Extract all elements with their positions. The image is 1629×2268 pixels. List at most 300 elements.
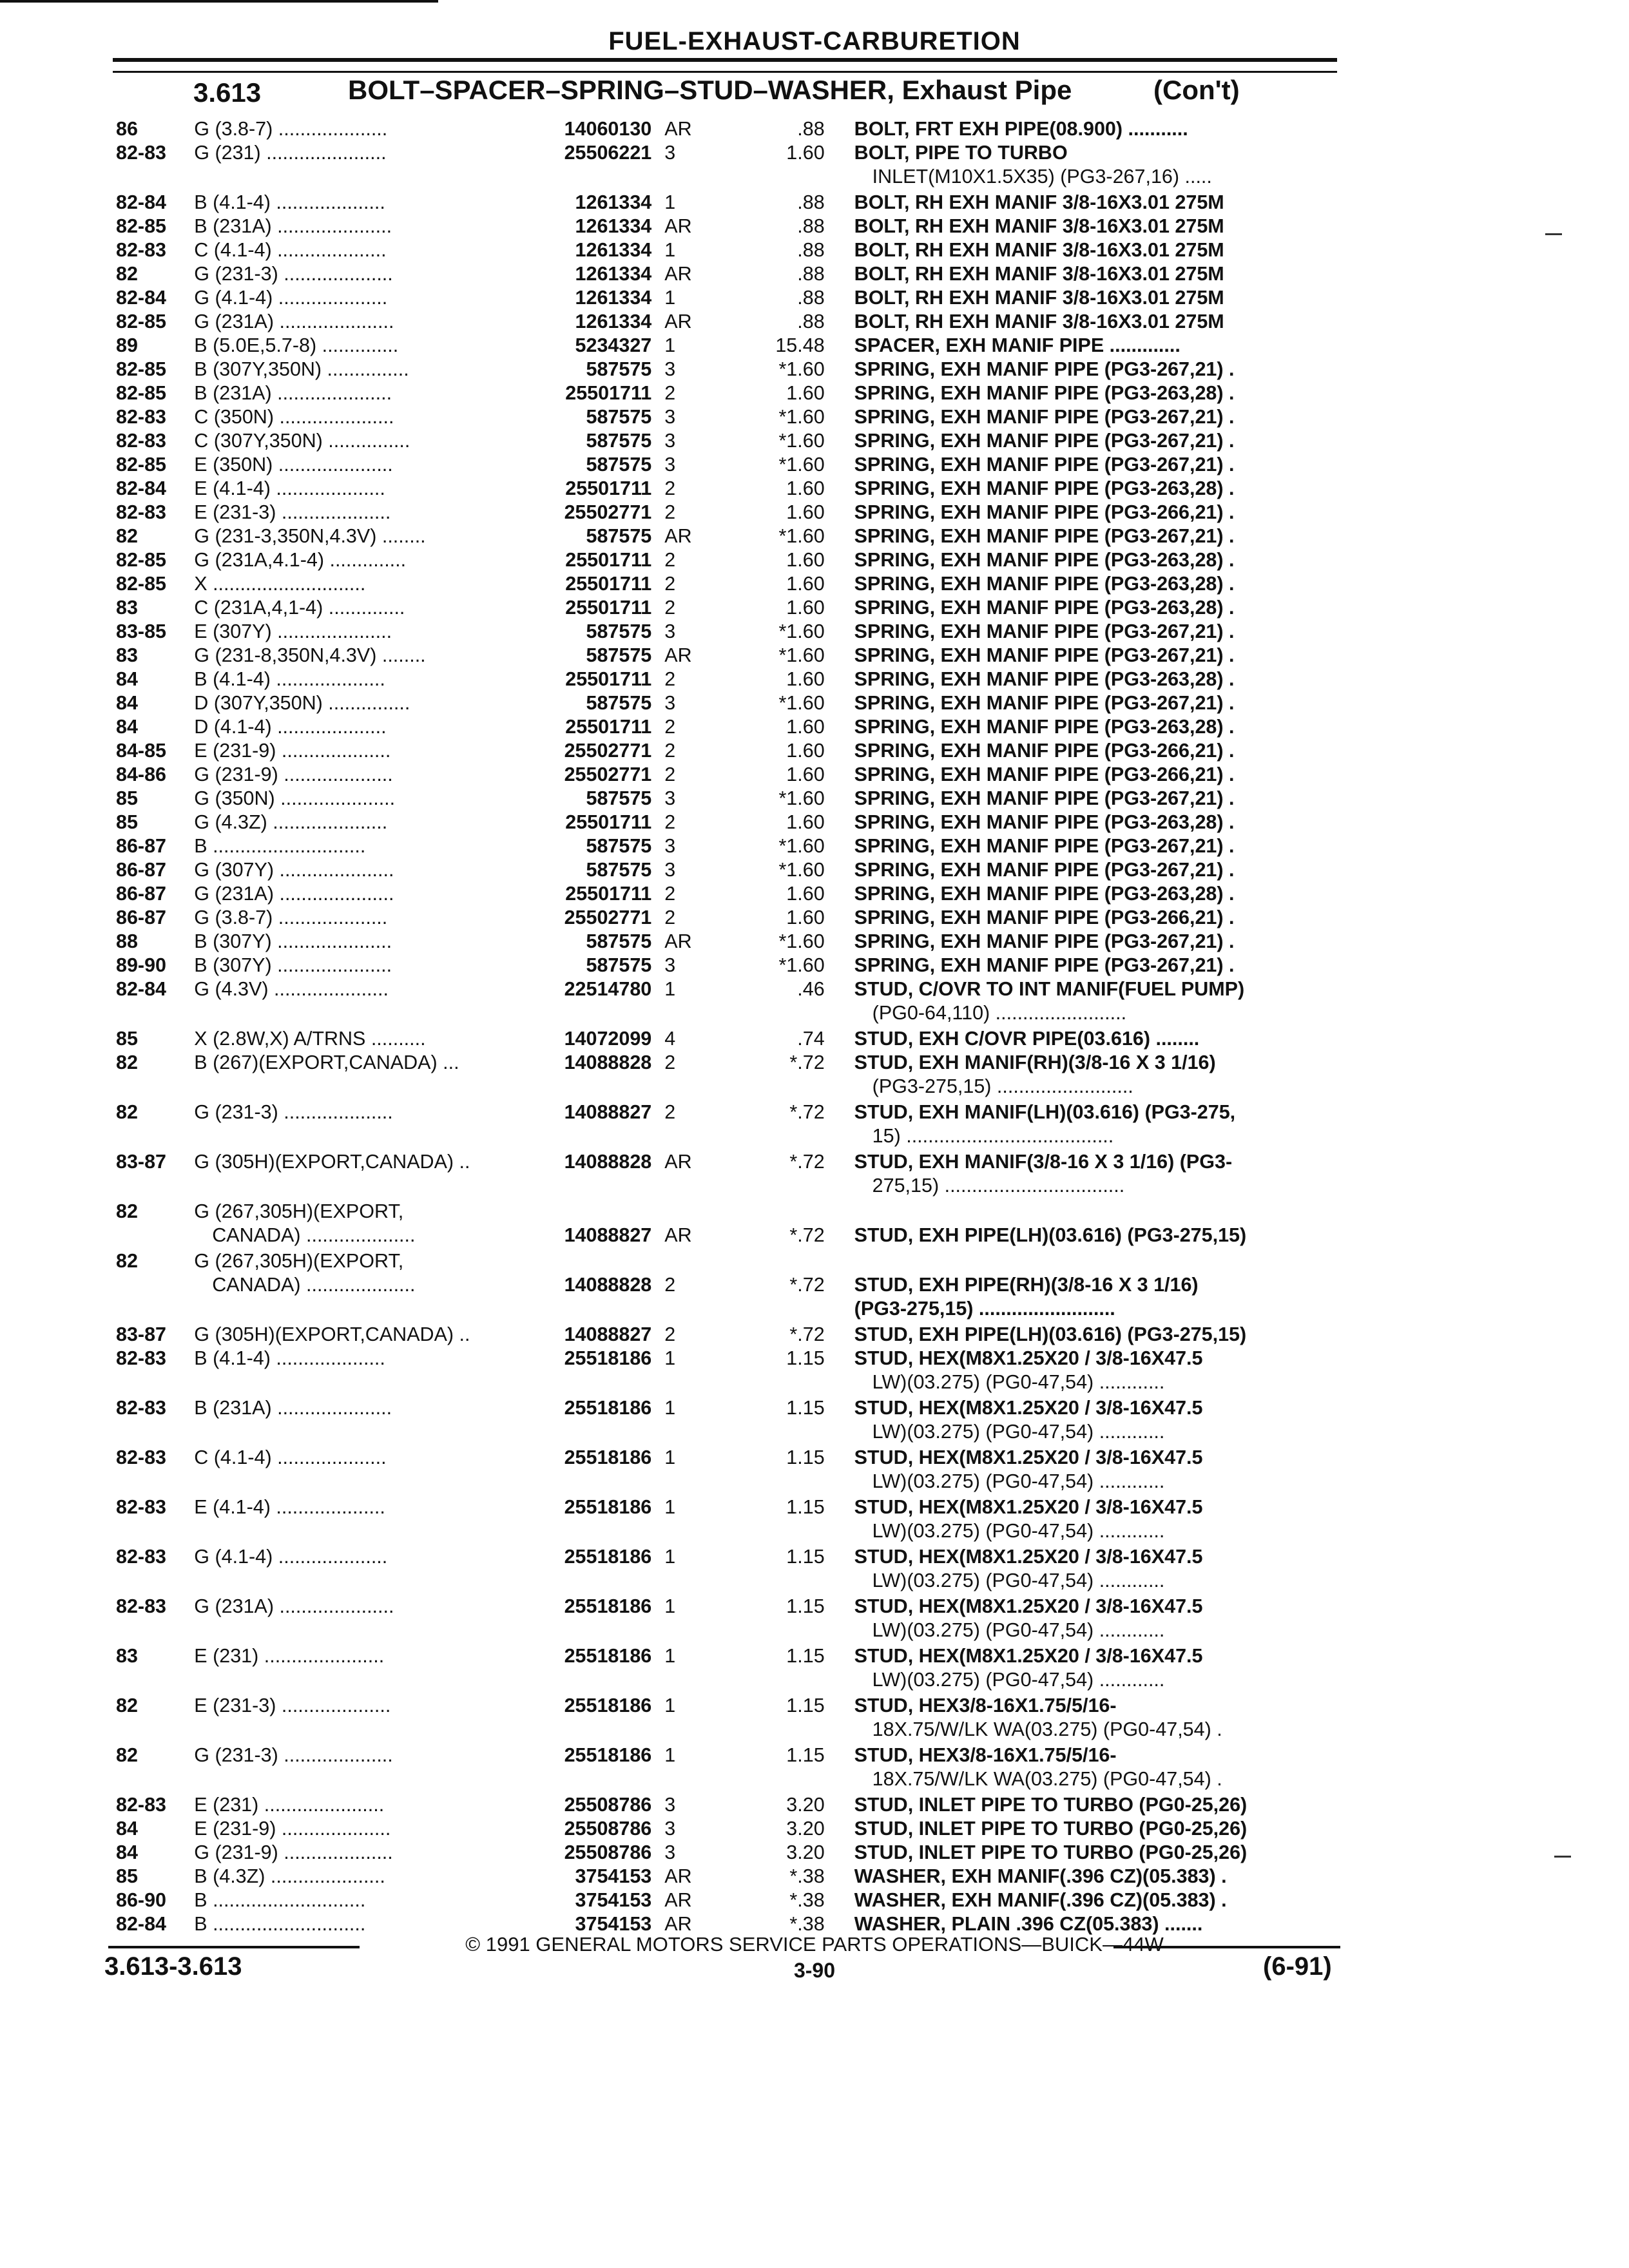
row-year: 83 (116, 1645, 138, 1667)
description-line: STUD, HEX(M8X1.25X20 / 3/8-16X47.5 (854, 1446, 1203, 1468)
model-line: G (350N) ..................... (194, 787, 396, 809)
description-line: SPRING, EXH MANIF PIPE (PG3-263,28) . (854, 477, 1235, 499)
row-part-number: 25502771 (564, 907, 652, 928)
row-price: 1.60 (786, 740, 825, 762)
row-quantity: AR (664, 1865, 692, 1887)
row-price: *.72 (789, 1274, 825, 1296)
row-part-number: 1261334 (575, 263, 652, 285)
row-year: 84 (116, 1818, 138, 1840)
row-part-number: 587575 (586, 358, 652, 380)
model-line: B (4.1-4) .................... (194, 191, 385, 213)
row-model (194, 1446, 525, 1470)
row-quantity: AR (664, 1913, 692, 1935)
model-line: B (231A) ..................... (194, 382, 392, 404)
row-quantity: 2 (664, 573, 676, 595)
row-model (194, 1865, 525, 1888)
description-line: SPRING, EXH MANIF PIPE (PG3-267,21) . (854, 406, 1235, 428)
row-price: 1.60 (786, 142, 825, 164)
table-row (116, 882, 1360, 906)
model-line: E (4.1-4) .................... (194, 1496, 385, 1518)
row-price: *1.60 (778, 454, 825, 476)
row-part-number: 25508786 (564, 1794, 652, 1816)
description-line: SPRING, EXH MANIF PIPE (PG3-266,21) . (854, 740, 1235, 762)
row-part-number: 587575 (586, 644, 652, 666)
model-line: G (4.3Z) ..................... (194, 811, 388, 833)
table-row (116, 644, 1360, 668)
row-part-number: 14088828 (564, 1052, 652, 1073)
row-price: 1.60 (786, 907, 825, 928)
row-model (194, 787, 525, 811)
row-year: 86-87 (116, 883, 167, 905)
table-row (116, 548, 1360, 572)
model-line: C (307Y,350N) ............... (194, 430, 410, 452)
table-row (116, 501, 1360, 524)
row-quantity: 3 (664, 835, 676, 857)
row-price: .88 (797, 239, 825, 261)
model-line: E (231) ...................... (194, 1645, 385, 1667)
description-line: SPRING, EXH MANIF PIPE (PG3-267,21) . (854, 430, 1235, 452)
description-line: BOLT, RH EXH MANIF 3/8-16X3.01 275M (854, 215, 1224, 237)
row-quantity: 2 (664, 740, 676, 762)
model-line: G (3.8-7) .................... (194, 118, 388, 140)
description-line: LW)(03.275) (PG0-47,54) ............ (872, 1520, 1165, 1542)
row-part-number: 587575 (586, 692, 652, 714)
description-line: STUD, HEX(M8X1.25X20 / 3/8-16X47.5 (854, 1397, 1203, 1419)
description-line: SPRING, EXH MANIF PIPE (PG3-267,21) . (854, 620, 1235, 642)
model-line: B ............................ (194, 1913, 366, 1935)
row-description (825, 262, 1360, 286)
row-year: 89 (116, 334, 138, 356)
row-year: 82-83 (116, 1595, 167, 1617)
row-price: *1.60 (778, 787, 825, 809)
row-model (194, 1027, 525, 1051)
table-row (116, 1446, 1360, 1494)
description-line: LW)(03.275) (PG0-47,54) ............ (872, 1371, 1165, 1393)
row-price: *1.60 (778, 358, 825, 380)
page-heading: FUEL-EXHAUST-CARBURETION (608, 27, 1021, 55)
row-price: 15.48 (775, 334, 825, 356)
row-description (825, 763, 1360, 787)
row-description (825, 1545, 1360, 1593)
model-line: B (4.1-4) .................... (194, 1347, 385, 1369)
row-year: 82 (116, 525, 138, 547)
row-description (825, 1249, 1360, 1321)
row-year: 82-83 (116, 1794, 167, 1816)
table-row (116, 1694, 1360, 1742)
row-description (825, 1446, 1360, 1494)
table-row (116, 1545, 1360, 1593)
row-part-number: 25518186 (564, 1695, 652, 1716)
row-model (194, 310, 525, 334)
row-part-number: 1261334 (575, 311, 652, 332)
table-row (116, 429, 1360, 453)
row-quantity: 2 (664, 1274, 676, 1296)
model-line: E (231-3) .................... (194, 501, 391, 523)
table-row (116, 358, 1360, 381)
row-price: *1.60 (778, 954, 825, 976)
description-line: SPRING, EXH MANIF PIPE (PG3-267,21) . (854, 835, 1235, 857)
row-description (825, 882, 1360, 906)
table-row (116, 1200, 1360, 1247)
row-description (825, 572, 1360, 596)
row-quantity: AR (664, 644, 692, 666)
table-row (116, 1027, 1360, 1051)
row-model (194, 262, 525, 286)
row-year: 82-83 (116, 406, 167, 428)
model-line: G (267,305H)(EXPORT, (194, 1250, 404, 1272)
row-description (825, 477, 1360, 501)
row-quantity: 2 (664, 811, 676, 833)
row-description (825, 977, 1360, 1025)
row-year: 89-90 (116, 954, 167, 976)
row-year: 83-87 (116, 1151, 167, 1173)
row-part-number: 25501711 (565, 811, 652, 833)
description-line: STUD, EXH PIPE(RH)(3/8-16 X 3 1/16) (854, 1274, 1199, 1296)
row-part-number: 25501711 (565, 668, 652, 690)
row-model (194, 501, 525, 524)
row-price: *1.60 (778, 835, 825, 857)
row-part-number: 5234327 (575, 334, 652, 356)
model-line: CANADA) .................... (212, 1274, 416, 1296)
model-line: X (2.8W,X) A/TRNS .......... (194, 1028, 426, 1050)
row-model (194, 548, 525, 572)
description-line: STUD, HEX(M8X1.25X20 / 3/8-16X47.5 (854, 1347, 1203, 1369)
description-line: 18X.75/W/LK WA(03.275) (PG0-47,54) . (872, 1718, 1222, 1740)
row-description (825, 1694, 1360, 1742)
model-line: G (231-3) .................... (194, 1744, 393, 1766)
table-row (116, 1744, 1360, 1791)
row-part-number: 1261334 (575, 191, 652, 213)
row-year: 82 (116, 1744, 138, 1766)
row-year: 82-84 (116, 1913, 167, 1935)
description-line: SPRING, EXH MANIF PIPE (PG3-267,21) . (854, 930, 1235, 952)
model-line: D (4.1-4) .................... (194, 716, 387, 738)
row-price: 1.60 (786, 501, 825, 523)
row-year: 82-83 (116, 1496, 167, 1518)
row-year: 86-90 (116, 1889, 167, 1911)
model-line: G (307Y) ..................... (194, 859, 394, 881)
table-row (116, 1249, 1360, 1321)
table-row (116, 1817, 1360, 1841)
row-year: 82-83 (116, 1446, 167, 1468)
row-quantity: 3 (664, 358, 676, 380)
row-part-number: 25502771 (564, 740, 652, 762)
model-line: G (231-3,350N,4.3V) ........ (194, 525, 426, 547)
table-row (116, 834, 1360, 858)
table-row (116, 334, 1360, 358)
row-description (825, 1865, 1360, 1888)
description-line: STUD, C/OVR TO INT MANIF(FUEL PUMP) (854, 978, 1245, 1000)
row-quantity: 2 (664, 382, 676, 404)
model-line: E (231) ...................... (194, 1794, 385, 1816)
description-line: SPRING, EXH MANIF PIPE (PG3-263,28) . (854, 716, 1235, 738)
row-quantity: 1 (664, 1645, 676, 1667)
row-model (194, 524, 525, 548)
table-row (116, 691, 1360, 715)
row-model (194, 1323, 525, 1347)
description-line: (PG3-275,15) ......................... (854, 1298, 1115, 1320)
row-part-number: 25518186 (564, 1744, 652, 1766)
description-line: SPRING, EXH MANIF PIPE (PG3-263,28) . (854, 573, 1235, 595)
table-row (116, 1865, 1360, 1888)
row-model (194, 644, 525, 668)
row-model (194, 191, 525, 215)
row-model (194, 215, 525, 238)
row-quantity: 3 (664, 692, 676, 714)
model-line: G (231-9) .................... (194, 1841, 393, 1863)
model-line: G (231A) ..................... (194, 883, 394, 905)
row-price: 3.20 (786, 1818, 825, 1840)
row-description (825, 1347, 1360, 1394)
description-line: SPRING, EXH MANIF PIPE (PG3-263,28) . (854, 382, 1235, 404)
row-description (825, 501, 1360, 524)
row-part-number: 25501711 (565, 597, 652, 619)
model-line: CANADA) .................... (212, 1224, 416, 1246)
row-price: *.72 (789, 1323, 825, 1345)
table-row (116, 1150, 1360, 1198)
row-description (825, 668, 1360, 691)
row-model (194, 1249, 525, 1297)
table-row (116, 191, 1360, 215)
row-part-number: 587575 (586, 430, 652, 452)
row-quantity: 1 (664, 1546, 676, 1568)
row-model (194, 811, 525, 834)
row-price: 1.15 (786, 1744, 825, 1766)
row-description (825, 858, 1360, 882)
row-year: 82-83 (116, 142, 167, 164)
row-quantity: 1 (664, 1744, 676, 1766)
row-price: .74 (797, 1028, 825, 1050)
row-year: 82-83 (116, 1546, 167, 1568)
row-year: 83 (116, 597, 138, 619)
description-line: (PG3-275,15) ......................... (872, 1075, 1133, 1097)
table-row (116, 477, 1360, 501)
row-model (194, 238, 525, 262)
row-model (194, 763, 525, 787)
row-year: 82-83 (116, 501, 167, 523)
table-row (116, 787, 1360, 811)
row-model (194, 358, 525, 381)
section-continued: (Con't) (1153, 75, 1240, 105)
description-line: SPRING, EXH MANIF PIPE (PG3-267,21) . (854, 525, 1235, 547)
model-line: X ............................ (194, 573, 366, 595)
description-line: SPRING, EXH MANIF PIPE (PG3-267,21) . (854, 644, 1235, 666)
description-line: BOLT, FRT EXH PIPE(08.900) ........... (854, 118, 1188, 140)
row-part-number: 25508786 (564, 1818, 652, 1840)
row-model (194, 930, 525, 954)
row-price: *1.60 (778, 692, 825, 714)
description-line: SPRING, EXH MANIF PIPE (PG3-266,21) . (854, 764, 1235, 785)
row-model (194, 572, 525, 596)
row-price: 1.15 (786, 1446, 825, 1468)
table-row (116, 572, 1360, 596)
row-description (825, 334, 1360, 358)
row-quantity: 1 (664, 287, 676, 309)
row-description (825, 930, 1360, 954)
model-line: G (305H)(EXPORT,CANADA) .. (194, 1323, 470, 1345)
section-number: 3.613 (193, 77, 262, 108)
row-model (194, 117, 525, 141)
description-line: STUD, INLET PIPE TO TURBO (PG0-25,26) (854, 1818, 1248, 1840)
row-price: *1.60 (778, 930, 825, 952)
description-line: SPRING, EXH MANIF PIPE (PG3-267,21) . (854, 454, 1235, 476)
row-price: 1.60 (786, 811, 825, 833)
description-line (854, 1249, 1360, 1273)
table-row (116, 596, 1360, 620)
table-row (116, 1841, 1360, 1865)
table-row (116, 930, 1360, 954)
description-line: SPRING, EXH MANIF PIPE (PG3-263,28) . (854, 811, 1235, 833)
row-model (194, 1888, 525, 1912)
row-part-number: 25518186 (564, 1546, 652, 1568)
row-price: 1.60 (786, 477, 825, 499)
row-price: 1.60 (786, 668, 825, 690)
row-part-number: 3754153 (575, 1865, 652, 1887)
description-line: SPRING, EXH MANIF PIPE (PG3-267,21) . (854, 358, 1235, 380)
model-line: G (231A) ..................... (194, 311, 394, 332)
description-line: STUD, EXH MANIF(RH)(3/8-16 X 3 1/16) (854, 1052, 1216, 1073)
row-part-number: 25506221 (564, 142, 652, 164)
row-part-number: 587575 (586, 954, 652, 976)
row-description (825, 358, 1360, 381)
row-price: 1.60 (786, 597, 825, 619)
row-model (194, 1100, 525, 1124)
description-line: STUD, HEX(M8X1.25X20 / 3/8-16X47.5 (854, 1496, 1203, 1518)
row-model (194, 1347, 525, 1370)
description-line: STUD, INLET PIPE TO TURBO (PG0-25,26) (854, 1794, 1248, 1816)
row-price: .88 (797, 118, 825, 140)
row-description (825, 1841, 1360, 1865)
row-model (194, 1841, 525, 1865)
row-year: 85 (116, 1865, 138, 1887)
description-line: BOLT, RH EXH MANIF 3/8-16X3.01 275M (854, 311, 1224, 332)
description-line: SPRING, EXH MANIF PIPE (PG3-263,28) . (854, 597, 1235, 619)
row-price: 1.15 (786, 1397, 825, 1419)
row-quantity: 2 (664, 501, 676, 523)
model-line: G (231-3) .................... (194, 263, 393, 285)
row-part-number: 14072099 (564, 1028, 652, 1050)
row-description (825, 954, 1360, 977)
row-description (825, 811, 1360, 834)
model-line: G (231-9) .................... (194, 764, 393, 785)
row-description (825, 238, 1360, 262)
row-part-number: 25501711 (565, 716, 652, 738)
description-line: BOLT, RH EXH MANIF 3/8-16X3.01 275M (854, 263, 1224, 285)
description-line: STUD, EXH MANIF(LH)(03.616) (PG3-275, (854, 1101, 1236, 1123)
row-part-number: 25518186 (564, 1397, 652, 1419)
description-line: WASHER, EXH MANIF(.396 CZ)(05.383) . (854, 1865, 1227, 1887)
model-line: B (5.0E,5.7-8) .............. (194, 334, 399, 356)
table-row (116, 906, 1360, 930)
model-line: B ............................ (194, 835, 366, 857)
model-line: B (231A) ..................... (194, 1397, 392, 1419)
row-model (194, 429, 525, 453)
row-price: *.72 (789, 1151, 825, 1173)
row-price: .88 (797, 311, 825, 332)
description-line: SPACER, EXH MANIF PIPE ............. (854, 334, 1181, 356)
row-price: 1.60 (786, 382, 825, 404)
row-model (194, 1744, 525, 1767)
table-row (116, 763, 1360, 787)
row-year: 82-85 (116, 549, 167, 571)
row-model (194, 715, 525, 739)
description-line: LW)(03.275) (PG0-47,54) ............ (872, 1421, 1165, 1443)
row-description (825, 1100, 1360, 1148)
table-row (116, 238, 1360, 262)
row-description (825, 644, 1360, 668)
row-description (825, 1323, 1360, 1347)
row-description (825, 405, 1360, 429)
row-model (194, 1495, 525, 1519)
row-quantity: AR (664, 215, 692, 237)
row-model (194, 1545, 525, 1569)
row-quantity: 2 (664, 1101, 676, 1123)
row-model (194, 596, 525, 620)
description-line: SPRING, EXH MANIF PIPE (PG3-266,21) . (854, 907, 1235, 928)
row-quantity: 3 (664, 620, 676, 642)
model-line: E (350N) ..................... (194, 454, 393, 476)
table-row (116, 811, 1360, 834)
row-description (825, 453, 1360, 477)
row-quantity: 2 (664, 907, 676, 928)
table-row (116, 141, 1360, 189)
row-year: 82-85 (116, 215, 167, 237)
row-model (194, 286, 525, 310)
model-line: G (4.1-4) .................... (194, 287, 388, 309)
row-quantity: 1 (664, 1446, 676, 1468)
row-description (825, 215, 1360, 238)
table-row (116, 954, 1360, 977)
top-rule-short (0, 0, 438, 3)
table-row (116, 262, 1360, 286)
row-model (194, 477, 525, 501)
row-quantity: AR (664, 1224, 692, 1246)
description-line: WASHER, PLAIN .396 CZ(05.383) ....... (854, 1913, 1203, 1935)
row-model (194, 739, 525, 763)
row-model (194, 1051, 525, 1075)
row-model (194, 453, 525, 477)
table-row (116, 310, 1360, 334)
description-line: STUD, HEX3/8-16X1.75/5/16- (854, 1744, 1117, 1766)
row-model (194, 1150, 525, 1174)
row-part-number: 14088828 (564, 1151, 652, 1173)
row-part-number: 587575 (586, 525, 652, 547)
row-price: *.72 (789, 1101, 825, 1123)
description-line: STUD, HEX3/8-16X1.75/5/16- (854, 1695, 1117, 1716)
row-description (825, 548, 1360, 572)
row-description (825, 310, 1360, 334)
row-quantity: AR (664, 263, 692, 285)
model-line: G (231) ...................... (194, 142, 387, 164)
model-line: E (231-3) .................... (194, 1695, 391, 1716)
table-row (116, 620, 1360, 644)
row-part-number: 14088827 (564, 1101, 652, 1123)
row-quantity: AR (664, 118, 692, 140)
row-year: 82-85 (116, 358, 167, 380)
model-line: B (4.3Z) ..................... (194, 1865, 385, 1887)
description-line: STUD, HEX(M8X1.25X20 / 3/8-16X47.5 (854, 1546, 1203, 1568)
row-quantity: AR (664, 930, 692, 952)
section-rule (113, 71, 1337, 73)
row-year: 83 (116, 644, 138, 666)
description-line (854, 1200, 1360, 1224)
row-model (194, 668, 525, 691)
row-price: *.72 (789, 1052, 825, 1073)
row-part-number: 587575 (586, 930, 652, 952)
model-line: E (231-9) .................... (194, 1818, 391, 1840)
row-year: 83-87 (116, 1323, 167, 1345)
row-model (194, 858, 525, 882)
